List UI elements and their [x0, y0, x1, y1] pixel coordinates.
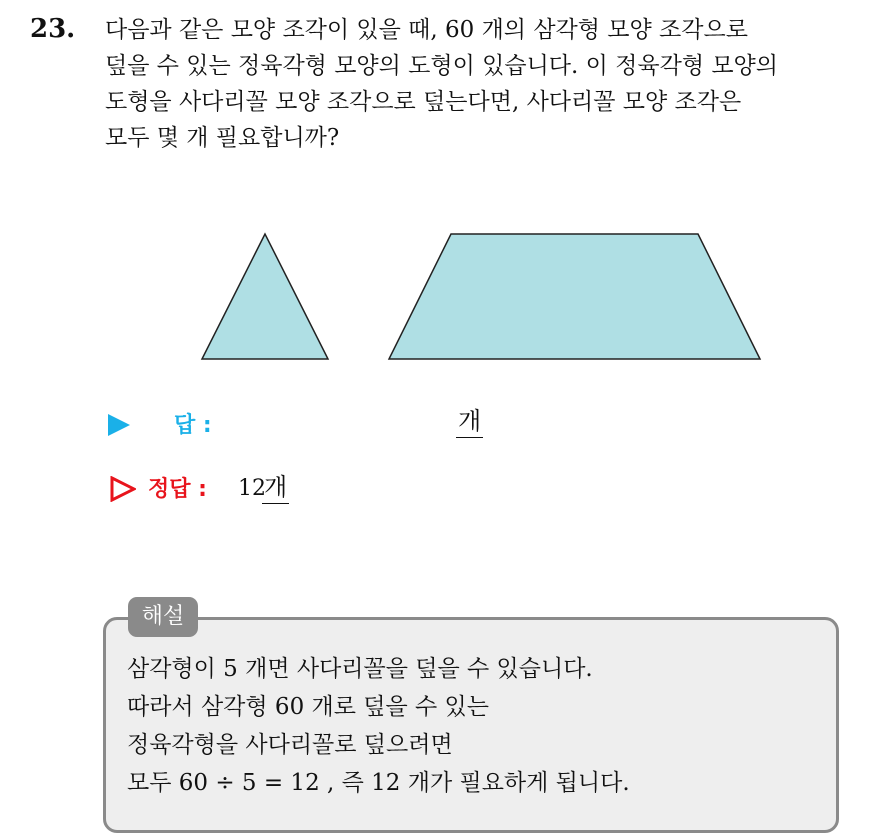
question-number: 23.	[30, 14, 76, 44]
play-arrow-icon	[108, 414, 130, 436]
solution-line: 모두 60 ÷ 5 = 12 , 즉 12 개가 필요하게 됩니다.	[127, 770, 630, 796]
question-line: 덮을 수 있는 정육각형 모양의 도형이 있습니다. 이 정육각형 모양의	[105, 53, 778, 79]
answer-unit: 개	[456, 406, 483, 438]
question-line: 다음과 같은 모양 조각이 있을 때, 60 개의 삼각형 모양 조각으로	[105, 17, 748, 43]
correct-answer-label: 정답 :	[148, 477, 207, 502]
question-line: 도형을 사다리꼴 모양 조각으로 덮는다면, 사다리꼴 모양 조각은	[105, 89, 742, 115]
solution-line: 정육각형을 사다리꼴로 덮으려면	[127, 732, 453, 758]
correct-answer-value: 12	[238, 476, 266, 501]
solution-text	[127, 650, 827, 802]
trapezoid-piece	[389, 234, 760, 359]
correct-answer-row	[108, 470, 608, 510]
answer-label: 답 :	[174, 413, 212, 438]
solution-line: 따라서 삼각형 60 개로 덮을 수 있는	[127, 694, 489, 720]
question-line: 모두 몇 개 필요합니까?	[105, 125, 340, 151]
shape-figures	[0, 0, 884, 400]
play-outline-icon	[110, 476, 136, 502]
solution-title: 해설	[128, 597, 198, 637]
correct-answer-unit: 개	[262, 472, 289, 504]
answer-row	[108, 404, 608, 444]
triangle-piece	[202, 234, 328, 359]
solution-line: 삼각형이 5 개면 사다리꼴을 덮을 수 있습니다.	[127, 656, 593, 682]
